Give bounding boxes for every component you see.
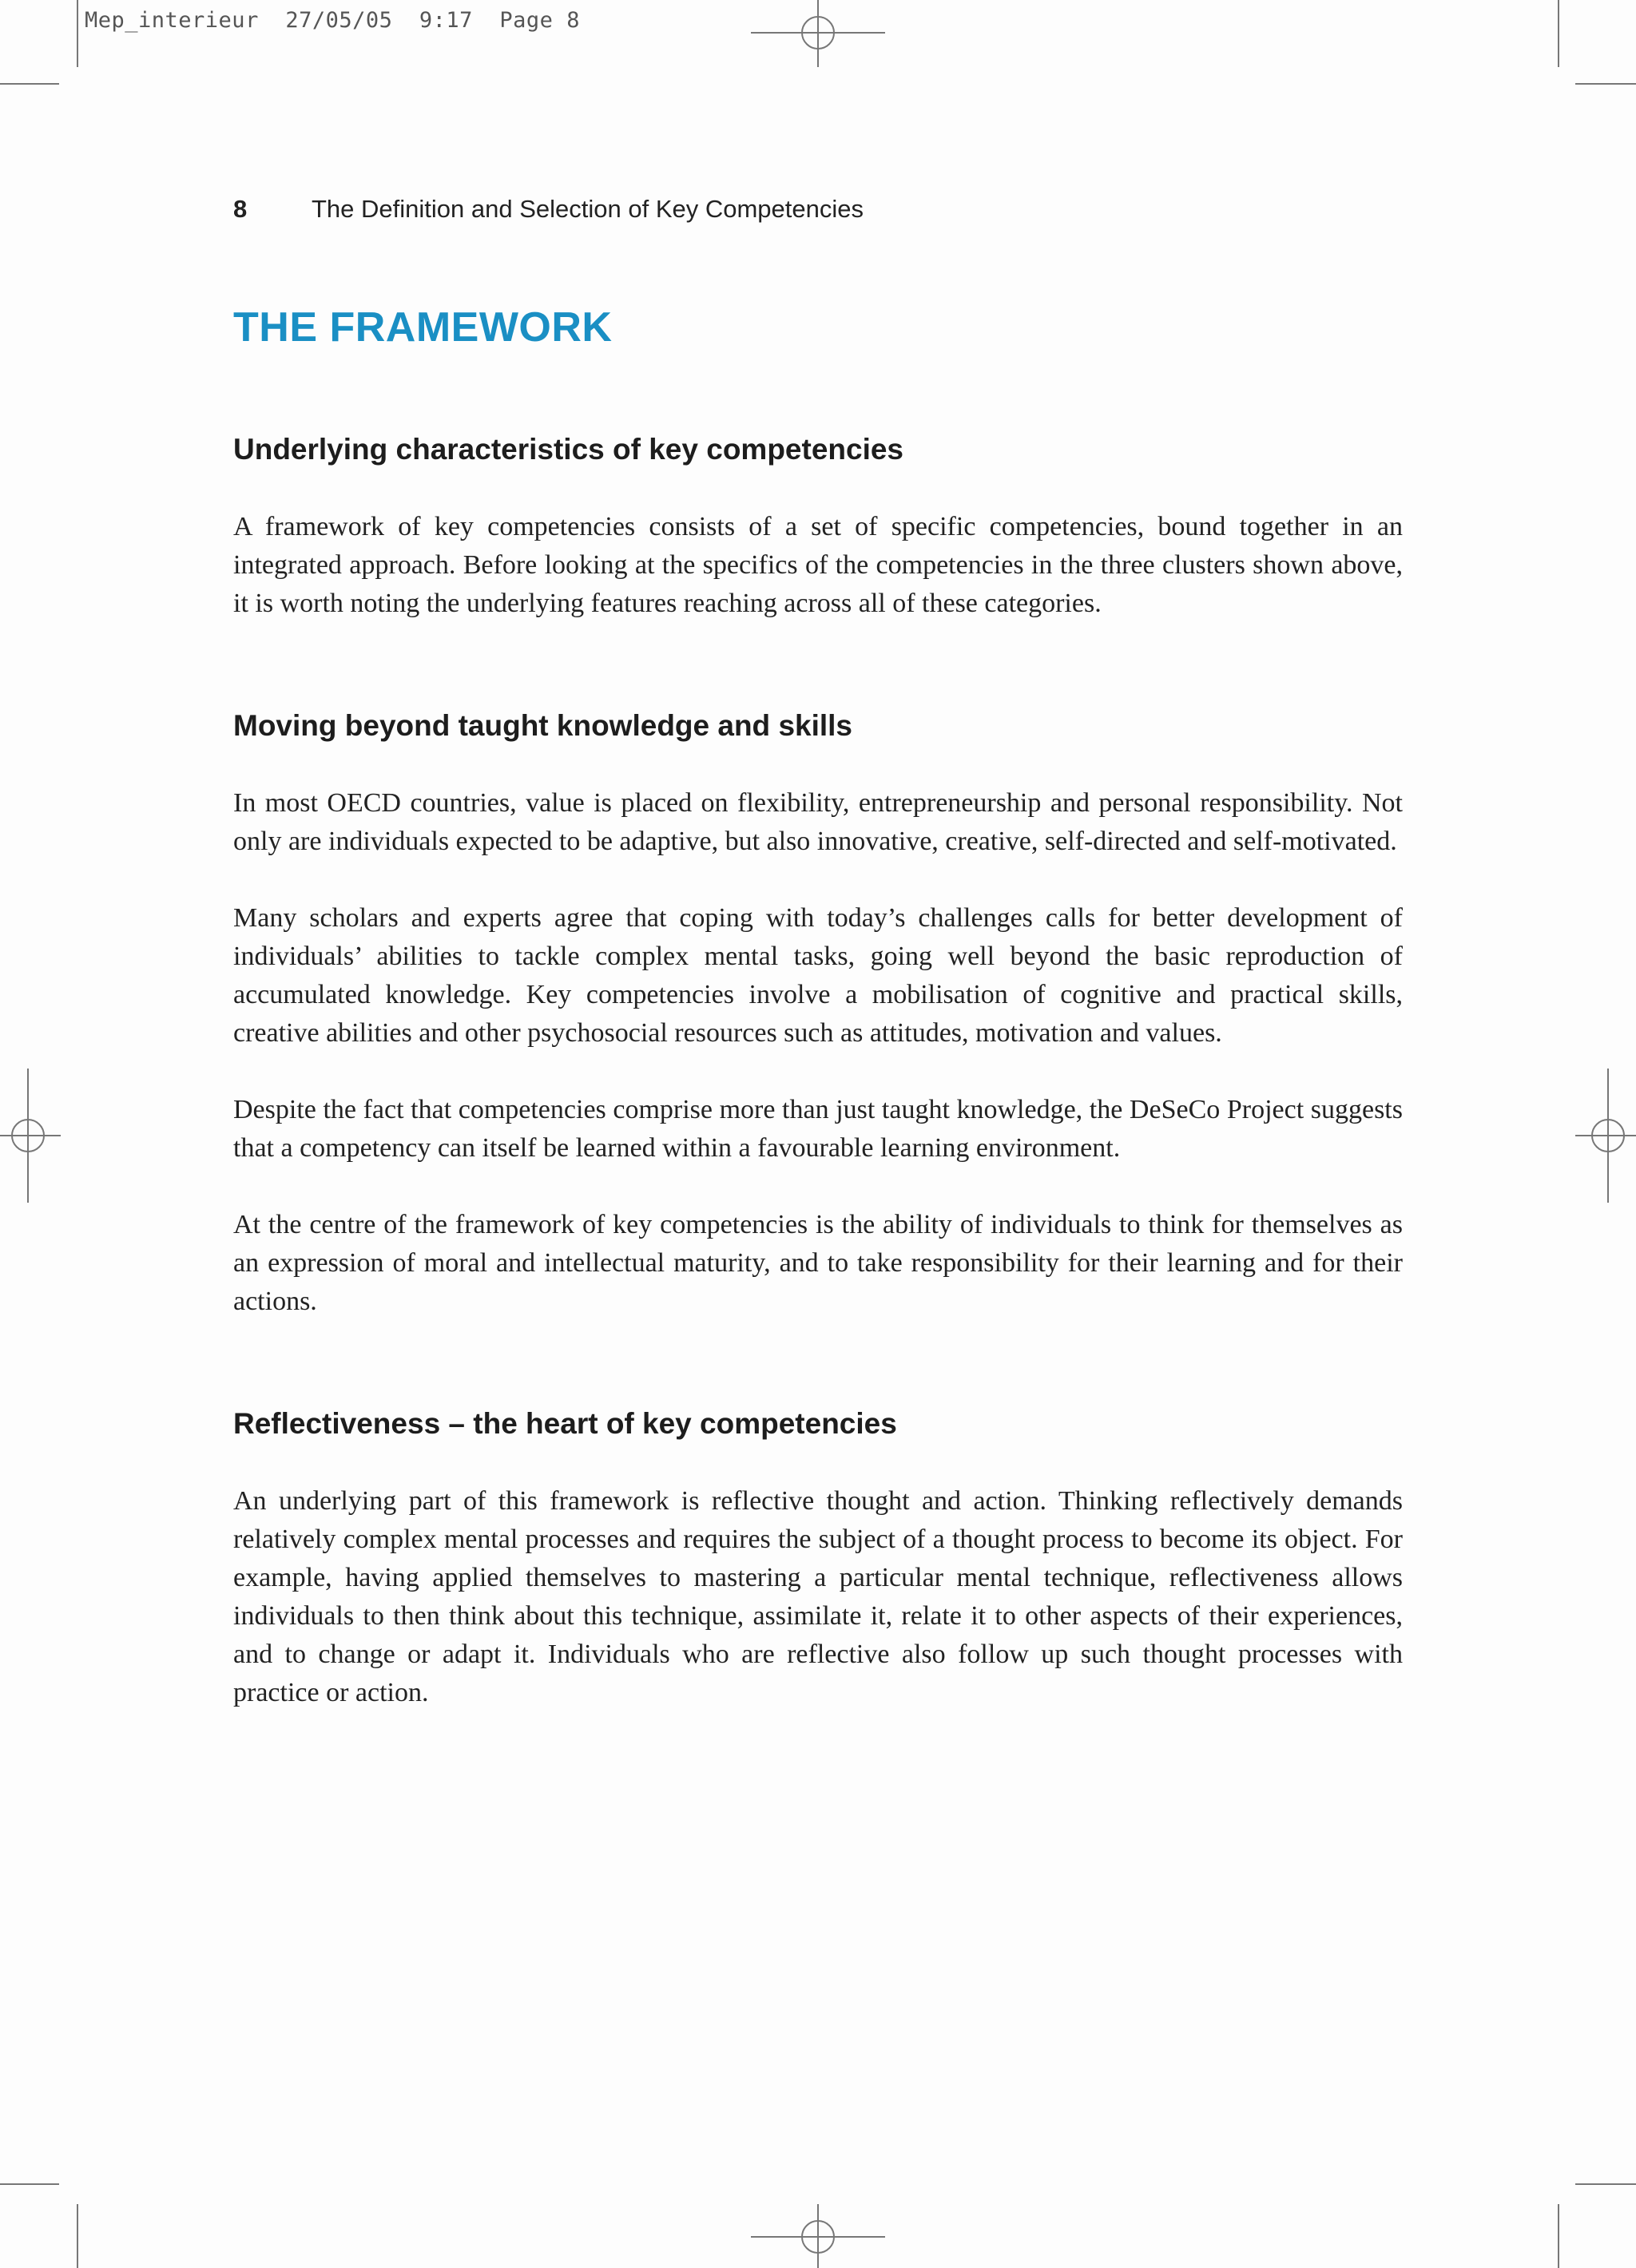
subsection-heading: Underlying characteristics of key competencies	[233, 433, 904, 466]
paragraph: An underlying part of this framework is reflective thought and action. Thinking reflectively demands relatively complex mental processes and requires the subject of a thought process to become its object. For example, having applied themselves to mastering a particular mental technique, reflectiveness allows individuals to then think about this technique, assimilate it, relate it to other aspects of their experiences, and to change or adapt it. Individuals who are reflective also follow up such thought processes with practice or action.	[233, 1486, 1403, 1707]
paragraph: Many scholars and experts agree that coping with today’s challenges calls for better development of individuals’ abilities to tackle complex mental tasks, going well beyond the basic reproduction of accumulated knowledge. Key competencies involve a mobilisation of cognitive and practical skills, creative abilities and other psychosocial resources such as attitudes, motivation and values.	[233, 903, 1403, 1048]
registration-mark-top	[751, 0, 885, 67]
crop-mark	[1558, 0, 1559, 67]
section-title: THE FRAMEWORK	[233, 304, 613, 351]
crop-mark	[1558, 2204, 1559, 2268]
crop-mark	[1575, 2183, 1636, 2185]
paragraph: At the centre of the framework of key competencies is the ability of individuals to think for themselves as an expression of moral and intellectual maturity, and to take responsibility for their learning and for their actions.	[233, 1210, 1403, 1316]
registration-mark-right	[1575, 1069, 1636, 1203]
registration-mark-left	[0, 1069, 61, 1203]
running-header-title: The Definition and Selection of Key Competencies	[312, 195, 864, 223]
crop-mark	[1575, 83, 1636, 85]
printer-slug: Mep_interieur 27/05/05 9:17 Page 8	[85, 8, 580, 33]
registration-mark-bottom	[751, 2204, 885, 2268]
crop-mark	[77, 2204, 78, 2268]
subsection-heading: Reflectiveness – the heart of key competencies	[233, 1407, 897, 1440]
paragraph: In most OECD countries, value is placed on flexibility, entrepreneurship and personal responsibility. Not only are individuals expected to be adaptive, but also innovative, creative, self-directed and self-motivated.	[233, 788, 1403, 856]
page-number: 8	[233, 195, 248, 223]
crop-mark	[0, 2183, 59, 2185]
crop-mark	[0, 83, 59, 85]
paragraph: A framework of key competencies consists of a set of specific competencies, bound together in an integrated approach. Before looking at the specifics of the competencies in the three clusters shown above, it is worth noting the underlying features reaching across all of these categories.	[233, 512, 1403, 618]
running-header	[233, 195, 864, 224]
paragraph: Despite the fact that competencies comprise more than just taught knowledge, the DeSeCo Project suggests that a competency can itself be learned within a favourable learning environment.	[233, 1095, 1403, 1163]
crop-mark	[77, 0, 78, 67]
subsection-heading: Moving beyond taught knowledge and skills	[233, 709, 853, 742]
main-content	[233, 303, 1403, 1751]
